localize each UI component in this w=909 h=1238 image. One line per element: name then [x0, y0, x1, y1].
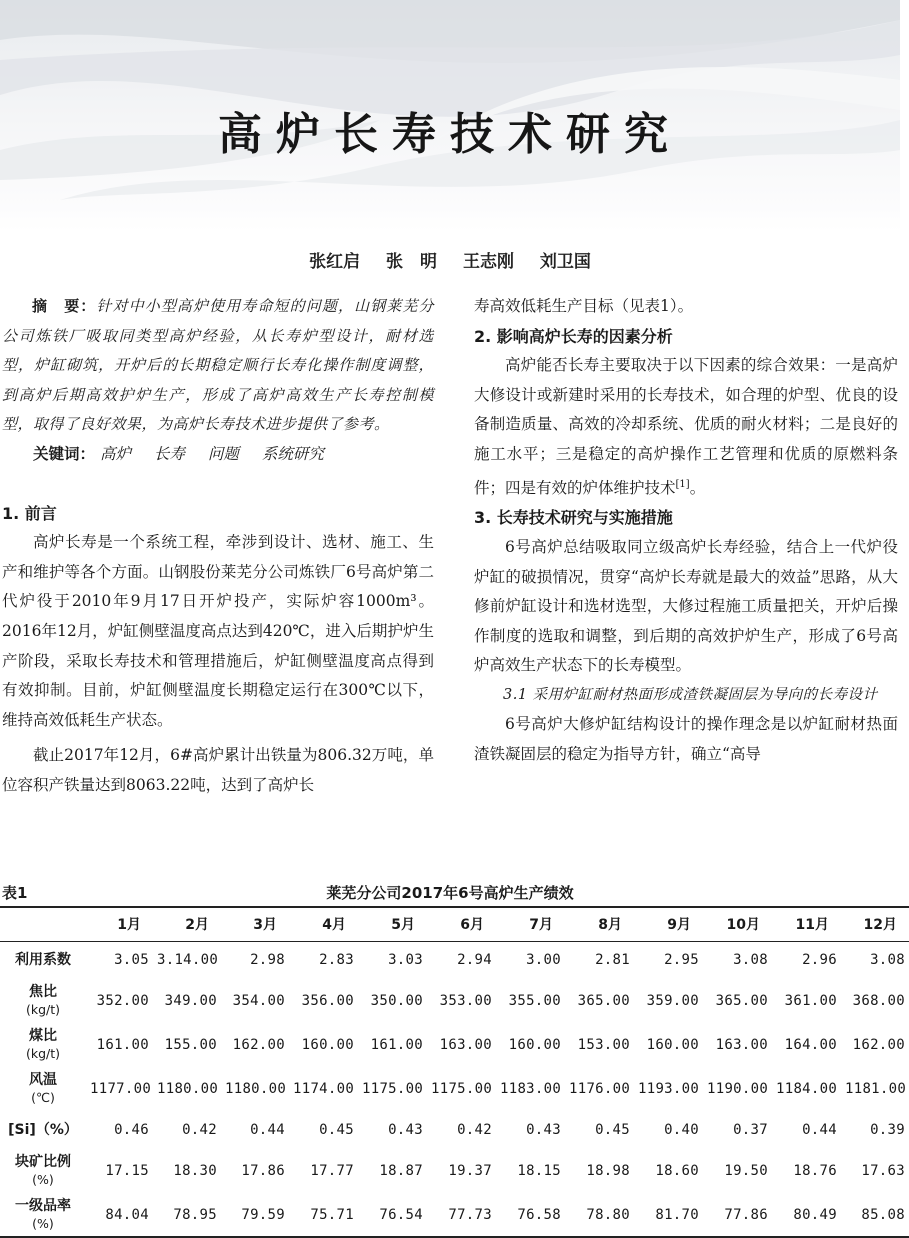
column-header: 11月	[795, 917, 829, 934]
table-cell: 0.44	[802, 1122, 837, 1138]
author: 王志刚	[462, 252, 514, 272]
author: 张 明	[386, 252, 438, 272]
paragraph: 6号高炉大修炉缸结构设计的操作理念是以炉缸耐材热面渣铁凝固层的稳定为指导方针，确立“高导	[474, 715, 898, 764]
table-cell: 0.37	[733, 1122, 768, 1138]
table-cell: 153.00	[577, 1037, 630, 1053]
table-cell: 354.00	[232, 993, 285, 1009]
row-label-name: 块矿比例	[15, 1154, 71, 1170]
row-label	[0, 1023, 86, 1067]
table-cell: 162.00	[232, 1037, 285, 1053]
table-cell: 17.86	[241, 1163, 285, 1179]
author: 刘卫国	[539, 252, 591, 272]
table-cell: 1184.00	[776, 1081, 838, 1097]
table-cell: 3.14.00	[157, 952, 219, 969]
table-cell: 77.86	[724, 1206, 768, 1223]
table-cell: 1180.00	[157, 1081, 219, 1097]
table-row	[0, 1111, 909, 1149]
table-cell: 75.71	[310, 1206, 354, 1223]
paragraph-end: 。	[689, 478, 706, 497]
table-cell: 161.00	[96, 1037, 149, 1053]
keywords-label: 关键词：	[33, 444, 96, 463]
paragraph: 6号高炉总结吸取同立级高炉长寿经验，结合上一代炉役炉缸的破损情况，贯穿“高炉长寿就是最大的效益”思路，从大修前炉缸设计和选材选型，大修过程施工质量把关，开炉后操作制度的选取和调整，到后期的高效护炉生产，形成了6号高炉高效生产状态下的长寿模型。	[474, 537, 898, 675]
paragraph: 截止2017年12月，6#高炉累计出铁量为806.32万吨，单位容积产铁量达到8063.22吨，达到了高炉长	[2, 746, 434, 794]
row-label-unit: (kg/t)	[25, 1002, 61, 1017]
table-cell: 81.70	[655, 1206, 699, 1223]
row-label	[0, 1067, 86, 1111]
table-row	[0, 1149, 909, 1193]
row-label	[0, 1111, 86, 1149]
table-cell: 17.77	[310, 1163, 354, 1179]
column-header: 8月	[598, 917, 622, 934]
table-cell: 2.96	[802, 952, 837, 969]
table-row	[0, 979, 909, 1023]
table-cell: 0.45	[319, 1122, 354, 1138]
table-caption	[2, 882, 898, 904]
table-cell: 0.39	[870, 1122, 905, 1138]
table-cell: 2.81	[595, 952, 630, 969]
row-label	[0, 1149, 86, 1193]
table-cell: 18.15	[517, 1163, 561, 1179]
author: 张红启	[309, 252, 361, 272]
table-cell: 1190.00	[707, 1081, 769, 1097]
table-cell: 162.00	[852, 1037, 905, 1053]
table-cell: 356.00	[301, 993, 354, 1009]
spacer	[2, 470, 434, 499]
column-header: 5月	[391, 917, 415, 934]
table-cell: 1177.00	[90, 1081, 152, 1097]
abstract-text: 针对中小型高炉使用寿命短的问题，山钢莱芜分公司炼铁厂吸取同类型高炉经验，从长寿炉型设计，耐材选型，炉缸砌筑，开炉后的长期稳定顺行长寿化操作制度调整，到高炉后期高效护炉生产，形成了高炉高效生产长寿控制模型，取得了良好效果，为高炉长寿技术进步提供了参考。	[2, 297, 434, 434]
table-cell: 3.08	[733, 952, 768, 969]
citation: [1]	[675, 478, 690, 490]
paragraph-text: 高炉能否长寿主要取决于以下因素的综合效果：一是高炉大修设计或新建时采用的长寿技术，如合理的炉型、优良的设备制造质量、高效的冷却系统、优质的耐火材料；二是良好的施工水平；三是稳定的高炉操作工艺管理和优质的原燃料条件；四是有效的炉体维护技术	[474, 356, 898, 497]
header-banner	[0, 0, 900, 232]
abstract	[2, 292, 434, 440]
row-label-unit: (kg/t)	[25, 1046, 61, 1061]
section-heading-2: 2. 影响高炉长寿的因素分析	[474, 326, 673, 346]
table-cell: 3.03	[388, 952, 423, 969]
column-header: 2月	[185, 917, 209, 934]
table-cell: 368.00	[852, 993, 905, 1009]
table-cell: 1174.00	[293, 1081, 355, 1097]
table-cell: 160.00	[646, 1037, 699, 1053]
table-cell: 0.46	[114, 1122, 149, 1138]
table-cell: 353.00	[439, 993, 492, 1009]
section-heading-1: 1. 前言	[2, 503, 57, 523]
column-header: 3月	[253, 917, 277, 934]
table-cell: 361.00	[784, 993, 837, 1009]
table-cell: 1181.00	[845, 1081, 907, 1097]
table-cell: 3.05	[114, 952, 149, 969]
table-label: 表1	[2, 884, 28, 902]
table-cell: 160.00	[301, 1037, 354, 1053]
table-cell: 79.59	[241, 1206, 285, 1223]
column-header: 6月	[460, 917, 484, 934]
table-cell: 355.00	[508, 993, 561, 1009]
keyword: 高炉	[99, 444, 131, 463]
table-cell: 1180.00	[225, 1081, 287, 1097]
table-cell: 0.44	[250, 1122, 285, 1138]
row-label-unit: (℃)	[31, 1090, 55, 1105]
table-cell: 77.73	[448, 1206, 492, 1223]
keyword: 系统研究	[261, 444, 324, 463]
performance-table	[0, 906, 909, 1238]
table-cell: 161.00	[370, 1037, 423, 1053]
abstract-label: 摘 要：	[32, 297, 97, 315]
paragraph	[474, 351, 898, 503]
table-cell: 3.00	[526, 952, 561, 969]
table-cell: 18.76	[793, 1163, 837, 1179]
row-label	[0, 1193, 86, 1237]
table-cell: 18.98	[586, 1163, 630, 1179]
table-row	[0, 1023, 909, 1067]
table-cell: 1175.00	[431, 1081, 493, 1097]
table-cell: 0.42	[457, 1122, 492, 1138]
row-label-unit: (%)	[32, 1172, 54, 1187]
table-cell: 17.15	[105, 1163, 149, 1179]
column-header: 9月	[667, 917, 691, 934]
keyword: 长寿	[153, 444, 185, 463]
table-cell: 3.08	[870, 952, 905, 969]
table-title: 莱芜分公司2017年6号高炉生产绩效	[326, 884, 574, 902]
table-cell: 155.00	[164, 1037, 217, 1053]
table-cell: 78.95	[173, 1206, 217, 1223]
table-cell: 163.00	[439, 1037, 492, 1053]
table-cell: 2.98	[250, 952, 285, 969]
column-header: 12月	[863, 917, 897, 934]
keywords	[2, 440, 434, 470]
table-cell: 1175.00	[362, 1081, 424, 1097]
column-header: 7月	[529, 917, 553, 934]
table-cell: 84.04	[105, 1206, 149, 1223]
table-cell: 19.37	[448, 1163, 492, 1179]
right-column	[474, 292, 898, 770]
page-title: 高炉长寿技术研究	[218, 109, 682, 160]
table-header-row	[0, 907, 909, 941]
keyword: 问题	[207, 444, 239, 463]
table-cell: 160.00	[508, 1037, 561, 1053]
row-label-name: 煤比	[29, 1028, 57, 1044]
table-row	[0, 1067, 909, 1111]
subsection-heading-3-1: 3.1 采用炉缸耐材热面形成渣铁凝固层为导向的长寿设计	[503, 686, 878, 703]
table-cell: 1176.00	[569, 1081, 631, 1097]
table-cell: 164.00	[784, 1037, 837, 1053]
table-cell: 0.43	[526, 1122, 561, 1138]
table-cell: 17.63	[861, 1163, 905, 1179]
table-cell: 78.80	[586, 1206, 630, 1223]
row-label	[0, 979, 86, 1023]
table-cell: 80.49	[793, 1206, 837, 1223]
table-cell: 0.43	[388, 1122, 423, 1138]
author-list	[0, 247, 900, 272]
table-cell: 19.50	[724, 1163, 768, 1179]
table-cell: 85.08	[861, 1206, 905, 1223]
column-header: 1月	[117, 917, 141, 934]
table-cell: 365.00	[715, 993, 768, 1009]
table-cell: 1193.00	[638, 1081, 700, 1097]
table-cell: 163.00	[715, 1037, 768, 1053]
row-label-unit: (%)	[32, 1215, 54, 1231]
table-cell: 2.83	[319, 952, 354, 969]
table-row	[0, 1193, 909, 1237]
table-body	[0, 941, 909, 1237]
table-row	[0, 941, 909, 979]
table-cell: 0.40	[664, 1122, 699, 1138]
left-column	[2, 292, 434, 801]
column-header: 10月	[726, 917, 760, 934]
table-cell: 2.95	[664, 952, 699, 969]
table-cell: 18.60	[655, 1163, 699, 1179]
section-heading-3: 3. 长寿技术研究与实施措施	[474, 508, 673, 528]
table-corner-cell	[0, 907, 86, 941]
table-cell: 18.87	[379, 1163, 423, 1179]
table-cell: 2.94	[457, 952, 492, 969]
row-label-name: [Si]（%）	[8, 1122, 78, 1138]
row-label-name: 焦比	[29, 984, 57, 1000]
row-label-name: 利用系数	[15, 952, 71, 969]
table-cell: 1183.00	[500, 1081, 562, 1097]
table-cell: 0.42	[182, 1122, 217, 1138]
paragraph-continued: 寿高效低耗生产目标（见表1）。	[474, 297, 694, 315]
table-cell: 365.00	[577, 993, 630, 1009]
row-label-name: 一级品率	[15, 1197, 71, 1214]
table-cell: 76.58	[517, 1206, 561, 1223]
table-cell: 0.45	[595, 1122, 630, 1138]
table-cell: 350.00	[370, 993, 423, 1009]
column-header: 4月	[322, 917, 346, 934]
table-cell: 18.30	[173, 1163, 217, 1179]
table-cell: 76.54	[379, 1206, 423, 1223]
row-label-name: 风温	[29, 1072, 57, 1088]
table-cell: 352.00	[96, 993, 149, 1009]
table-cell: 359.00	[646, 993, 699, 1009]
paragraph: 高炉长寿是一个系统工程，牵涉到设计、选材、施工、生产和维护等各个方面。山钢股份莱芜分公司炼铁厂6号高炉第二代炉役于2010年9月17日开炉投产，实际炉容1000m³。2016年12月，炉缸侧壁温度高点达到420℃，进入后期护炉生产阶段，采取长寿技术和管理措施后，炉缸侧壁温度高点得到有效抑制。目前，炉缸侧壁温度长期稳定运行在300℃以下，维持高效低耗生产状态。	[2, 533, 434, 729]
row-label	[0, 941, 86, 979]
table-cell: 349.00	[164, 993, 217, 1009]
